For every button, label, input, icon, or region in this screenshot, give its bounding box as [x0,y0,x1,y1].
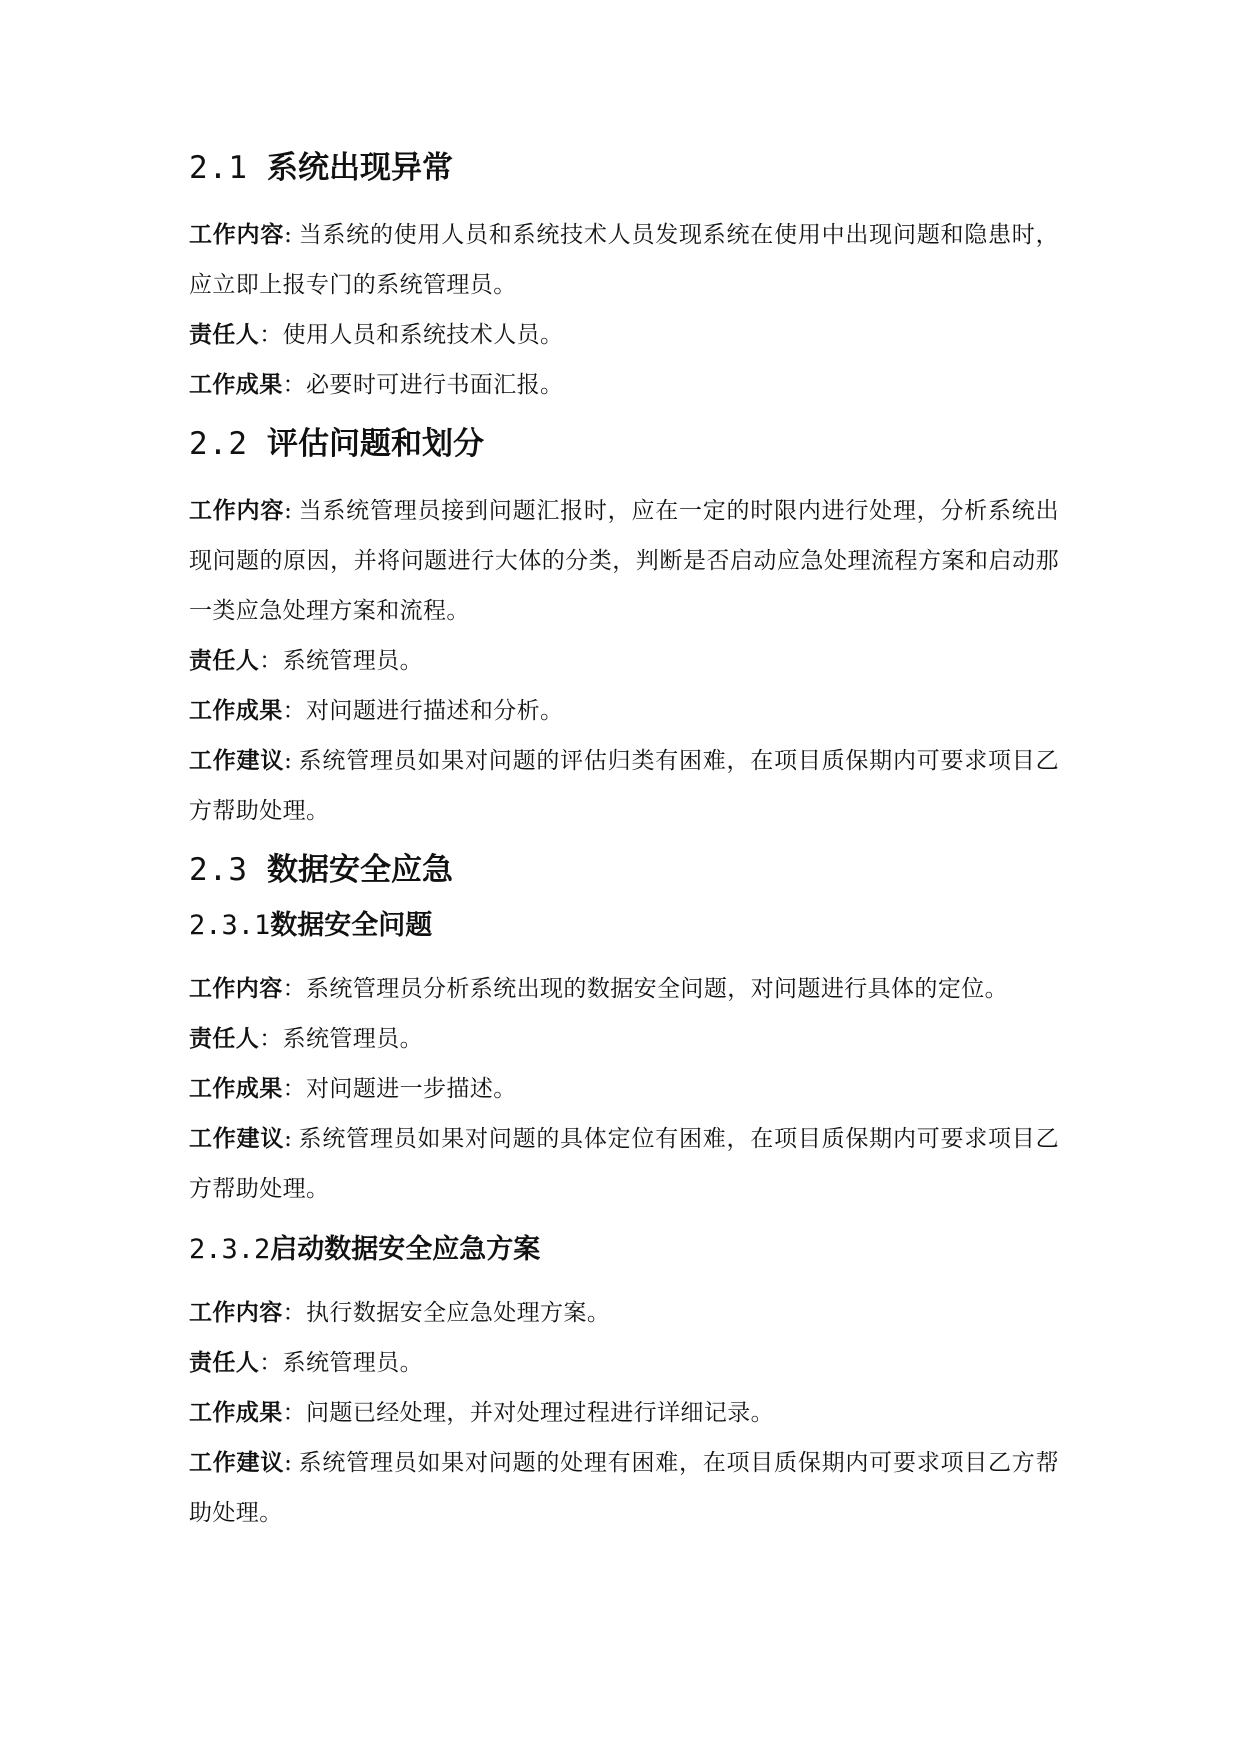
work-content-label: 工作内容 [189,975,283,1002]
label-colon: : [284,498,293,525]
work-content-paragraph [189,210,1059,310]
result-label: 工作成果 [189,1075,283,1102]
section-number: 2.2 [189,426,248,463]
work-content-text: 当系统管理员接到问题汇报时，应在一定的时限内进行处理，分析系统出现问题的原因，并将问题进行大体的分类，判断是否启动应急处理流程方案和启动那一类应急处理方案和流程。 [189,498,1059,625]
work-content-paragraph [189,964,1059,1014]
label-colon: ： [282,698,307,725]
suggestion-label: 工作建议 [189,1125,285,1152]
work-content-text: 当系统的使用人员和系统技术人员发现系统在使用中出现问题和隐患时，应立即上报专门的系统管理员。 [189,222,1059,299]
subsection-number: 2.3.1 [189,909,271,941]
section-heading-2-2 [189,426,1059,463]
result-label: 工作成果 [189,1400,283,1427]
suggestion-text: 系统管理员如果对问题的具体定位有困难，在项目质保期内可要求项目乙方帮助处理。 [189,1125,1059,1202]
responsible-paragraph [189,310,1059,360]
responsible-paragraph [189,636,1059,686]
result-text: 对问题进行描述和分析。 [306,698,564,725]
suggestion-label: 工作建议 [189,1450,285,1477]
result-paragraph [189,1388,1059,1438]
label-colon: ： [259,648,283,675]
subsection-number: 2.3.2 [189,1233,271,1265]
label-colon: : [284,748,293,775]
section-number: 2.3 [189,852,248,889]
suggestion-paragraph [189,1114,1059,1214]
label-colon: ： [259,1025,283,1052]
label-colon: ： [282,1075,307,1102]
suggestion-text: 系统管理员如果对问题的评估归类有困难，在项目质保期内可要求项目乙方帮助处理。 [189,748,1059,825]
section-heading-2-3 [189,852,1059,889]
responsible-label: 责任人 [189,1025,260,1052]
responsible-text: 系统管理员。 [282,1025,424,1052]
label-colon: ： [259,1350,283,1377]
suggestion-label: 工作建议 [189,748,285,775]
responsible-text: 系统管理员。 [282,1350,424,1377]
suggestion-paragraph [189,1438,1059,1538]
document-content [189,150,1059,1538]
work-content-label: 工作内容 [189,222,285,249]
section-title: 评估问题和划分 [267,426,484,463]
section-title: 数据安全应急 [267,852,453,889]
label-colon: ： [259,322,283,349]
work-content-paragraph [189,486,1059,636]
result-label: 工作成果 [189,698,283,725]
result-paragraph [189,360,1059,410]
responsible-paragraph [189,1338,1059,1388]
result-text: 必要时可进行书面汇报。 [306,372,564,399]
label-colon: : [284,222,293,249]
section-heading-2-1 [189,150,1059,187]
subsection-title: 数据安全问题 [270,909,433,941]
result-text: 对问题进一步描述。 [306,1075,517,1102]
subsection-heading-2-3-1 [189,910,1059,942]
label-colon: ： [282,1300,307,1327]
work-content-label: 工作内容 [189,498,285,525]
responsible-label: 责任人 [189,1350,260,1377]
result-paragraph [189,1064,1059,1114]
work-content-text: 执行数据安全应急处理方案。 [306,1300,611,1327]
responsible-text: 使用人员和系统技术人员。 [282,322,564,349]
responsible-text: 系统管理员。 [282,648,424,675]
section-number: 2.1 [189,150,248,186]
label-colon: ： [282,975,307,1002]
label-colon: ： [282,1400,307,1427]
label-colon: : [284,1450,293,1477]
work-content-paragraph [189,1288,1059,1338]
work-content-label: 工作内容 [189,1300,283,1327]
work-content-text: 系统管理员分析系统出现的数据安全问题，对问题进行具体的定位。 [306,975,1009,1002]
responsible-label: 责任人 [189,322,260,349]
suggestion-paragraph [189,736,1059,836]
subsection-title: 启动数据安全应急方案 [270,1233,541,1265]
label-colon: : [284,1125,293,1152]
responsible-label: 责任人 [189,648,260,675]
label-colon: ： [282,372,307,399]
result-text: 问题已经处理，并对处理过程进行详细记录。 [306,1400,775,1427]
responsible-paragraph [189,1014,1059,1064]
suggestion-text: 系统管理员如果对问题的处理有困难，在项目质保期内可要求项目乙方帮助处理。 [189,1450,1059,1527]
section-title: 系统出现异常 [267,150,453,186]
result-paragraph [189,686,1059,736]
result-label: 工作成果 [189,372,283,399]
subsection-heading-2-3-2 [189,1234,1059,1266]
